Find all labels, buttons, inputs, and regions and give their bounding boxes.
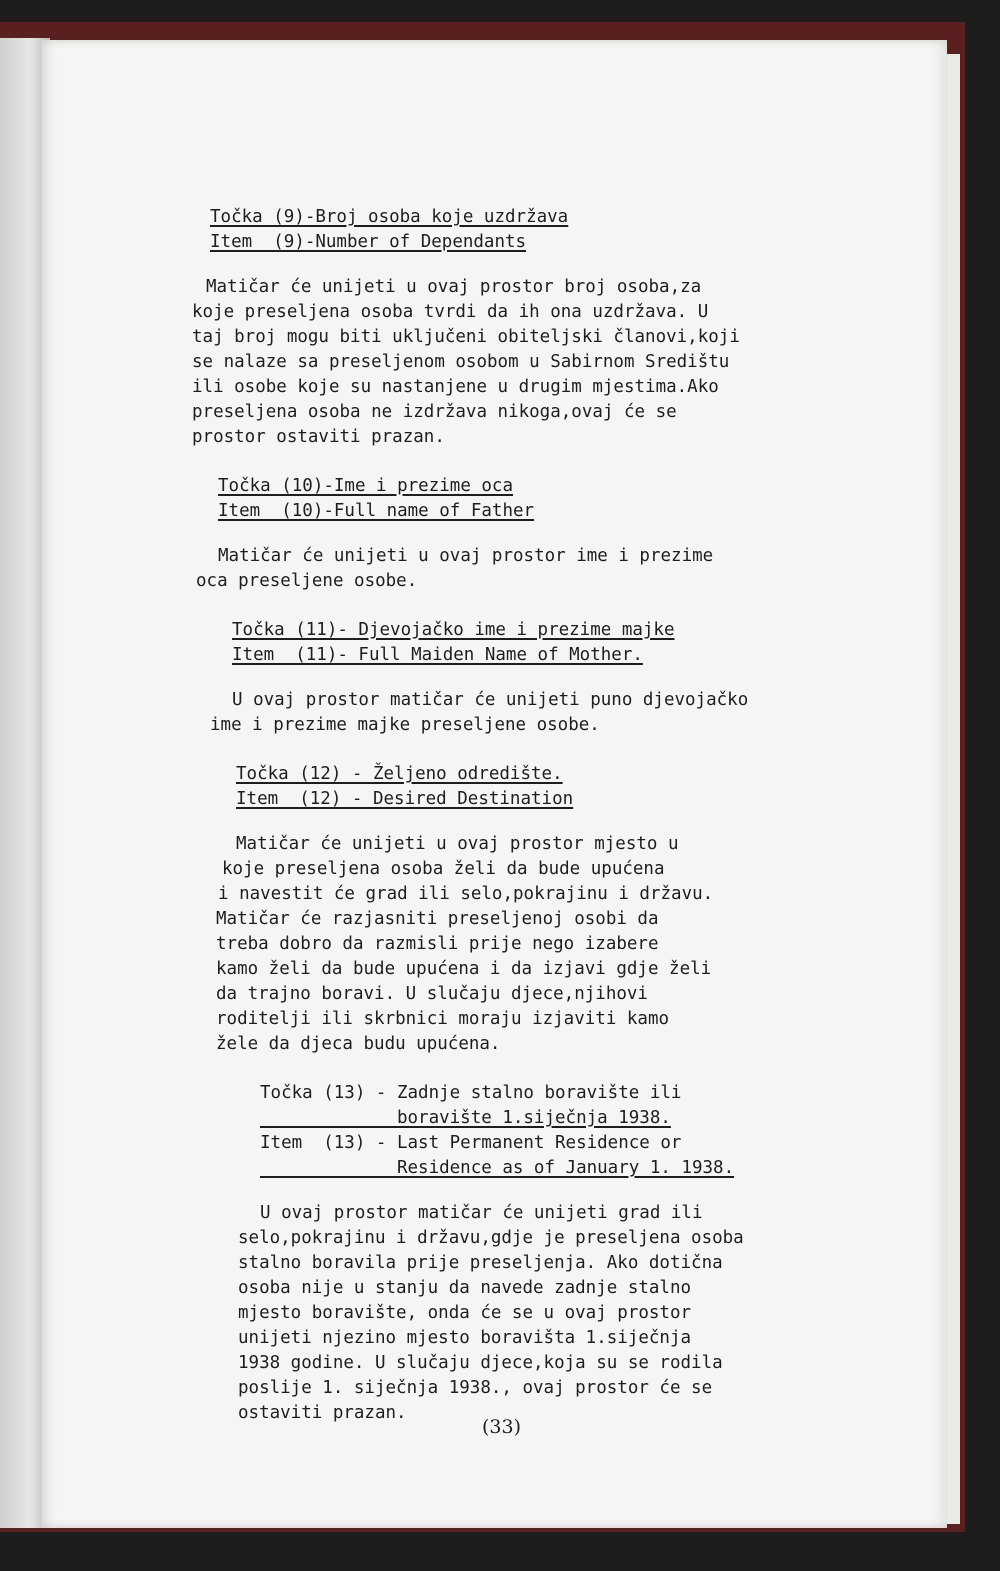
paragraph-line: koje preseljena osoba želi da bude upućena	[222, 859, 665, 879]
heading-english-line-2: Residence as of January 1. 1938.	[260, 1158, 735, 1178]
heading-english: Item (13) - Last Permanent Residence or	[260, 1133, 682, 1153]
paragraph-line: kamo želi da bude upućena i da izjavi gdje želi	[216, 959, 712, 979]
paragraph-line: Matičar će unijeti u ovaj prostor broj osoba,za	[206, 277, 702, 297]
heading-english: Item (10)-Full name of Father	[218, 501, 535, 521]
section-paragraph	[192, 275, 912, 450]
section-item-9	[192, 205, 912, 450]
heading-croatian: Točka (12) - Željeno odredište.	[236, 764, 563, 784]
heading-croatian: Točka (13) - Zadnje stalno boravište ili	[260, 1083, 682, 1103]
section-heading	[192, 474, 912, 524]
paragraph-line: stalno boravila prije preseljenja. Ako dotična	[238, 1253, 723, 1273]
heading-croatian: Točka (9)-Broj osoba koje uzdržava	[210, 207, 569, 227]
paragraph-line: žele da djeca budu upućena.	[216, 1034, 501, 1054]
paragraph-line: se nalaze sa preseljenom osobom u Sabirnom Središtu	[192, 352, 730, 372]
paragraph-line: roditelji ili skrbnici moraju izjaviti kamo	[216, 1009, 670, 1029]
paragraph-line: ili osobe koje su nastanjene u drugim mjestima.Ako	[192, 377, 719, 397]
heading-croatian: Točka (10)-Ime i prezime oca	[218, 476, 514, 496]
paragraph-line: U ovaj prostor matičar će unijeti grad ili	[260, 1203, 703, 1223]
paragraph-line: osoba nije u stanju da navede zadnje stalno	[238, 1278, 692, 1298]
section-heading	[192, 1081, 912, 1181]
paragraph-line: mjesto boravište, onda će se u ovaj prostor	[238, 1303, 692, 1323]
paragraph-line: ime i prezime majke preseljene osobe.	[210, 715, 600, 735]
section-paragraph	[192, 832, 912, 1057]
section-item-13	[192, 1081, 912, 1426]
paragraph-line: Matičar će unijeti u ovaj prostor mjesto u	[236, 834, 679, 854]
paragraph-line: preseljena osoba ne izdržava nikoga,ovaj će se	[192, 402, 677, 422]
paragraph-line: Matičar će unijeti u ovaj prostor ime i prezime	[218, 546, 714, 566]
paragraph-line: da trajno boravi. U slučaju djece,njihovi	[216, 984, 648, 1004]
section-item-11	[192, 618, 912, 738]
paragraph-line: koje preseljena osoba tvrdi da ih ona uzdržava. U	[192, 302, 709, 322]
page-content	[192, 205, 912, 1426]
heading-croatian: Točka (11)- Djevojačko ime i prezime majke	[232, 620, 675, 640]
paragraph-line: poslije 1. siječnja 1938., ovaj prostor će se	[238, 1378, 713, 1398]
section-heading	[192, 205, 912, 255]
paragraph-line: taj broj mogu biti uključeni obiteljski članovi,koji	[192, 327, 740, 347]
page-stack-edge	[946, 54, 960, 1524]
paragraph-line: oca preseljene osobe.	[196, 571, 418, 591]
page-number: (33)	[482, 1416, 522, 1438]
section-paragraph	[192, 1201, 912, 1426]
paragraph-line: Matičar će razjasniti preseljenoj osobi da	[216, 909, 659, 929]
section-heading	[192, 618, 912, 668]
paragraph-line: prostor ostaviti prazan.	[192, 427, 445, 447]
paragraph-line: 1938 godine. U slučaju djece,koja su se rodila	[238, 1353, 723, 1373]
paragraph-line: U ovaj prostor matičar će unijeti puno djevojačko	[232, 690, 749, 710]
section-item-10	[192, 474, 912, 594]
heading-english: Item (12) - Desired Destination	[236, 789, 574, 809]
section-item-12	[192, 762, 912, 1057]
paragraph-line: selo,pokrajinu i državu,gdje je preseljena osoba	[238, 1228, 744, 1248]
heading-croatian-line-2: boravište 1.siječnja 1938.	[260, 1108, 671, 1128]
paragraph-line: treba dobro da razmisli prije nego izabere	[216, 934, 659, 954]
section-paragraph	[192, 544, 912, 594]
paragraph-line: unijeti njezino mjesto boravišta 1.siječnja	[238, 1328, 692, 1348]
document-page	[42, 40, 947, 1528]
heading-english: Item (9)-Number of Dependants	[210, 232, 527, 252]
paragraph-line: ostaviti prazan.	[238, 1403, 407, 1423]
heading-english: Item (11)- Full Maiden Name of Mother.	[232, 645, 643, 665]
paragraph-line: i navestit će grad ili selo,pokrajinu i državu.	[218, 884, 714, 904]
section-heading	[192, 762, 912, 812]
section-paragraph	[192, 688, 912, 738]
